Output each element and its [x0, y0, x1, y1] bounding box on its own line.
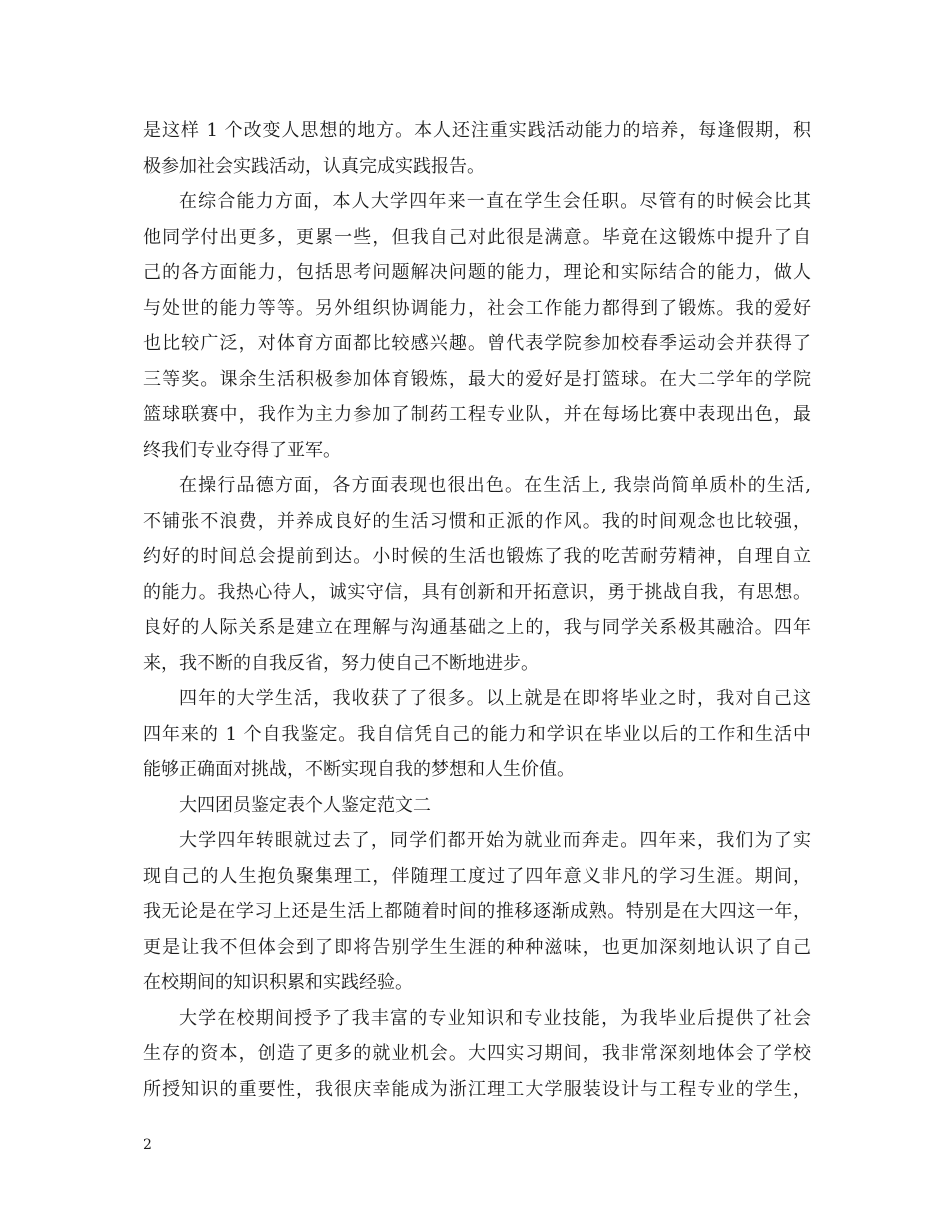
- text-line: 在校期间的知识积累和实践经验。: [143, 972, 413, 993]
- text-line: 四年的大学生活，我收获了了很多。以上就是在即将毕业之时，我对自己这: [179, 688, 811, 709]
- text-line: 三等奖。课余生活积极参加体育锻炼，最大的爱好是打篮球。在大二学年的学院: [143, 368, 811, 390]
- text-line: 四年来的 1 个自我鉴定。我自信凭自己的能力和学识在毕业以后的工作和生活中: [143, 723, 811, 745]
- text-line: 篮球联赛中，我作为主力参加了制药工程专业队，并在每场比赛中表现出色，最: [143, 404, 811, 425]
- body-text: [143, 113, 811, 1107]
- text-line: 大学在校期间授予了我丰富的专业知识和专业技能，为我毕业后提供了社会: [179, 1007, 811, 1029]
- text-line: 与处世的能力等等。另外组织协调能力，社会工作能力都得到了锻炼。我的爱好: [143, 297, 811, 319]
- text-line: 的能力。我热心待人，诚实守信，具有创新和开拓意识，勇于挑战自我，有思想。: [143, 581, 811, 603]
- text-line: 我无论是在学习上还是生活上都随着时间的推移逐渐成熟。特别是在大四这一年，: [143, 901, 811, 922]
- text-line: 大学四年转眼就过去了，同学们都开始为就业而奔走。四年来，我们为了实: [179, 830, 811, 851]
- text-line: 约好的时间总会提前到达。小时候的生活也锻炼了我的吃苦耐劳精神，自理自立: [143, 546, 811, 567]
- text-line: 在综合能力方面，本人大学四年来一直在学生会任职。尽管有的时候会比其: [179, 191, 811, 212]
- text-line: 是这样 1 个改变人思想的地方。本人还注重实践活动能力的培养，每逢假期，积: [143, 120, 811, 141]
- text-line: 现自己的人生抱负聚集理工，伴随理工度过了四年意义非凡的学习生涯。期间，: [143, 865, 811, 887]
- text-line: 良好的人际关系是建立在理解与沟通基础之上的，我与同学关系极其融洽。四年: [143, 617, 811, 638]
- text-line: 在操行品德方面，各方面表现也很出色。在生活上, 我崇尚简单质朴的生活,: [179, 475, 811, 496]
- text-line: 己的各方面能力，包括思考问题解决问题的能力，理论和实际结合的能力，做人: [143, 262, 811, 283]
- text-line: 终我们专业夺得了亚军。: [143, 439, 341, 461]
- text-line: 也比较广泛，对体育方面都比较感兴趣。曾代表学院参加校春季运动会并获得了: [143, 333, 811, 354]
- text-line: 生存的资本，创造了更多的就业机会。大四实习期间，我非常深刻地体会了学校: [143, 1043, 811, 1064]
- page-number: 2: [143, 1137, 152, 1153]
- text-line: 极参加社会实践活动，认真完成实践报告。: [143, 155, 485, 177]
- text-line: 他同学付出更多，更累一些，但我自己对此很是满意。毕竟在这锻炼中提升了自: [143, 226, 811, 248]
- text-line: 所授知识的重要性，我很庆幸能成为浙江理工大学服装设计与工程专业的学生，: [143, 1078, 811, 1100]
- text-line: 来，我不断的自我反省，努力使自己不断地进步。: [143, 652, 539, 674]
- text-line: 能够正确面对挑战，不断实现自我的梦想和人生价值。: [143, 759, 575, 780]
- text-line: 不铺张不浪费，并养成良好的生活习惯和正派的作风。我的时间观念也比较强，: [143, 510, 811, 532]
- text-line: 更是让我不但体会到了即将告别学生生涯的种种滋味，也更加深刻地认识了自己: [143, 936, 811, 958]
- text-line: 大四团员鉴定表个人鉴定范文二: [179, 794, 431, 816]
